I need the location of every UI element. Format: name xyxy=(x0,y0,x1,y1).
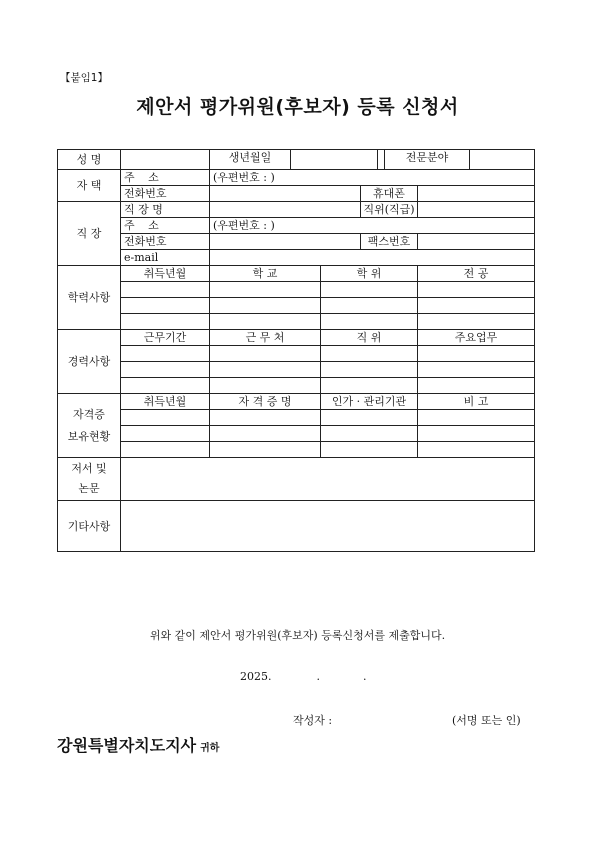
work-name-label: 직 장 명 xyxy=(121,202,210,218)
application-form-table xyxy=(57,149,535,552)
career-row xyxy=(58,378,535,394)
home-phone-label: 전화번호 xyxy=(121,186,210,202)
career-cell[interactable] xyxy=(321,378,418,394)
edu-cell[interactable] xyxy=(321,314,418,330)
mobile-label: 휴대폰 xyxy=(373,187,405,200)
email-row xyxy=(58,250,535,266)
date-line xyxy=(240,670,367,683)
position-value[interactable] xyxy=(418,202,535,218)
cert-row xyxy=(58,410,535,426)
cert-cell[interactable] xyxy=(210,410,321,426)
addressee xyxy=(57,733,219,756)
date-separator: . xyxy=(316,670,320,683)
papers-label-line2: 논문 xyxy=(78,482,100,495)
career-cell[interactable] xyxy=(418,378,535,394)
name-value[interactable] xyxy=(121,150,210,170)
etc-label: 기타사항 xyxy=(58,501,121,552)
addressee-honorific: 귀하 xyxy=(200,743,220,754)
work-postal[interactable]: (우편번호 : ) xyxy=(210,218,535,234)
career-cell[interactable] xyxy=(121,346,210,362)
career-cell[interactable] xyxy=(210,378,321,394)
email-label: e-mail xyxy=(121,250,210,266)
cert-cell[interactable] xyxy=(321,442,418,458)
cert-cell[interactable] xyxy=(210,426,321,442)
position-label: 직위(직급) xyxy=(363,203,415,216)
career-cell[interactable] xyxy=(418,362,535,378)
career-row xyxy=(58,346,535,362)
fax-value[interactable] xyxy=(418,234,535,250)
attachment-label: 【붙임1】 xyxy=(60,72,108,84)
home-address-label: 주 소 xyxy=(121,170,210,186)
date-separator: . xyxy=(363,670,367,683)
birth-label: 생년월일 xyxy=(210,150,291,169)
work-name-value[interactable] xyxy=(210,202,361,217)
fax-label: 팩스번호 xyxy=(367,235,411,248)
name-row xyxy=(58,150,535,170)
cert-cell[interactable] xyxy=(321,410,418,426)
cert-header: 비 고 xyxy=(418,394,535,410)
birth-value[interactable] xyxy=(291,150,378,169)
work-phone-row xyxy=(58,234,535,250)
career-header: 직 위 xyxy=(321,330,418,346)
cert-header: 취득년월 xyxy=(121,394,210,410)
edu-cell[interactable] xyxy=(321,282,418,298)
work-address-row xyxy=(58,218,535,234)
addressee-name: 강원특별자치도지사 xyxy=(57,736,197,755)
papers-row xyxy=(58,458,535,501)
edu-cell[interactable] xyxy=(418,314,535,330)
edu-cell[interactable] xyxy=(210,298,321,314)
edu-cell[interactable] xyxy=(418,298,535,314)
cert-cell[interactable] xyxy=(121,410,210,426)
cert-row xyxy=(58,442,535,458)
name-label: 성 명 xyxy=(58,150,121,170)
career-cell[interactable] xyxy=(121,378,210,394)
career-cell[interactable] xyxy=(321,362,418,378)
submission-statement: 위와 같이 제안서 평가위원(후보자) 등록신청서를 제출합니다. xyxy=(149,629,446,642)
work-label: 직 장 xyxy=(58,202,121,266)
edu-cell[interactable] xyxy=(121,298,210,314)
career-header: 주요업무 xyxy=(418,330,535,346)
etc-value[interactable] xyxy=(121,501,535,552)
cert-cell[interactable] xyxy=(321,426,418,442)
edu-header: 전 공 xyxy=(418,266,535,282)
edu-cell[interactable] xyxy=(210,314,321,330)
career-header: 근무기간 xyxy=(121,330,210,346)
cert-cell[interactable] xyxy=(418,442,535,458)
cert-row xyxy=(58,426,535,442)
work-phone-value[interactable] xyxy=(210,234,361,249)
career-header-row xyxy=(58,330,535,346)
home-postal[interactable]: (우편번호 : ) xyxy=(210,170,535,186)
cert-cell[interactable] xyxy=(121,426,210,442)
papers-label xyxy=(58,458,121,501)
edu-cell[interactable] xyxy=(418,282,535,298)
edu-cell[interactable] xyxy=(321,298,418,314)
work-name-row xyxy=(58,202,535,218)
date-year: 2025. xyxy=(240,670,272,683)
field-label: 전문분야 xyxy=(384,150,470,169)
edu-cell[interactable] xyxy=(121,282,210,298)
career-cell[interactable] xyxy=(418,346,535,362)
education-label: 학력사항 xyxy=(58,266,121,330)
email-value[interactable] xyxy=(210,250,535,266)
etc-row xyxy=(58,501,535,552)
papers-value[interactable] xyxy=(121,458,535,501)
work-phone-label: 전화번호 xyxy=(121,234,210,250)
cert-cell[interactable] xyxy=(210,442,321,458)
career-row xyxy=(58,362,535,378)
cert-cell[interactable] xyxy=(418,410,535,426)
edu-header: 학 교 xyxy=(210,266,321,282)
papers-label-line1: 저서 및 xyxy=(71,462,107,475)
cert-cell[interactable] xyxy=(418,426,535,442)
career-cell[interactable] xyxy=(321,346,418,362)
cert-header: 자 격 증 명 xyxy=(210,394,321,410)
career-cell[interactable] xyxy=(121,362,210,378)
cert-header: 인가 · 관리기관 xyxy=(321,394,418,410)
edu-header: 취득년월 xyxy=(121,266,210,282)
form-title: 제안서 평가위원(후보자) 등록 신청서 xyxy=(136,96,459,118)
cert-label-line2: 보유현황 xyxy=(67,429,111,443)
career-header: 근 무 처 xyxy=(210,330,321,346)
career-label: 경력사항 xyxy=(58,330,121,394)
signature-label: (서명 또는 인) xyxy=(452,714,521,727)
home-label: 자 택 xyxy=(58,170,121,202)
edu-cell[interactable] xyxy=(210,282,321,298)
career-cell[interactable] xyxy=(210,346,321,362)
edu-row xyxy=(58,298,535,314)
home-phone-row xyxy=(58,186,535,202)
edu-cell[interactable] xyxy=(121,314,210,330)
cert-label-line1: 자격증 xyxy=(73,407,105,421)
home-address-row xyxy=(58,170,535,186)
career-cell[interactable] xyxy=(210,362,321,378)
mobile-value[interactable] xyxy=(418,186,535,202)
edu-row xyxy=(58,282,535,298)
work-address-label: 주 소 xyxy=(121,218,210,234)
edu-header: 학 위 xyxy=(321,266,418,282)
cert-header-row xyxy=(58,394,535,410)
cert-cell[interactable] xyxy=(121,442,210,458)
writer-label: 작성자 : xyxy=(293,714,333,727)
home-phone-value[interactable] xyxy=(210,186,361,201)
edu-row xyxy=(58,314,535,330)
edu-header-row xyxy=(58,266,535,282)
cert-label xyxy=(58,394,121,458)
field-value[interactable] xyxy=(470,150,534,169)
